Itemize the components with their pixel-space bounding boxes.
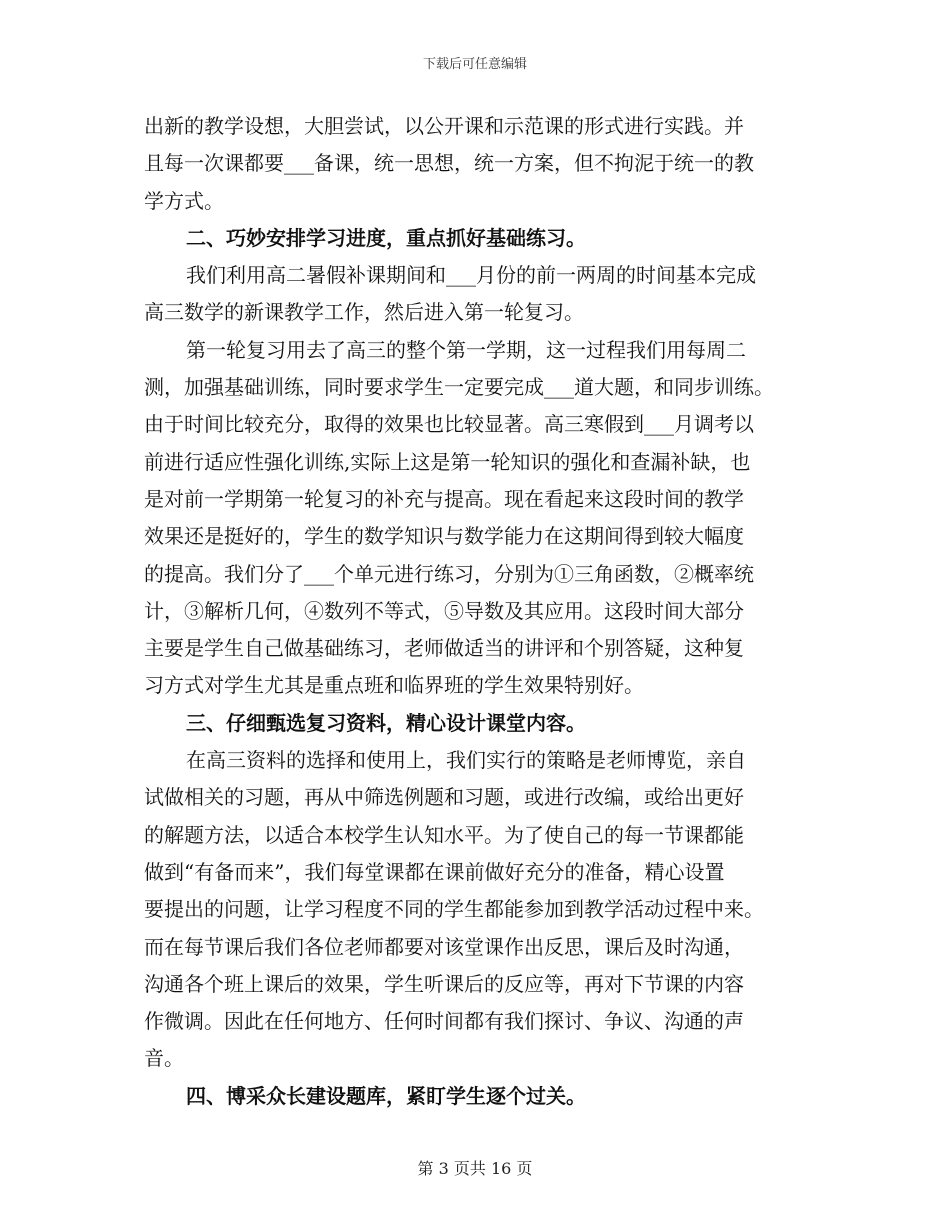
text-line: 作微调。因此在任何地方、任何时间都有我们探讨、争议、沟通的声 (144, 1009, 744, 1034)
text-line: 效果还是挺好的，学生的数学知识与数学能力在这期间得到较大幅度 (144, 524, 744, 549)
text-line: 而在每节课后我们各位老师都要对该堂课作出反思，课后及时沟通， (144, 934, 744, 959)
text-line: 沟通各个班上课后的效果，学生听课后的反应等，再对下节课的内容 (144, 971, 744, 996)
text-line: 测，加强基础训练，同时要求学生一定要完成___道大题，和同步训练。 (144, 375, 774, 400)
text-line: 的解题方法，以适合本校学生认知水平。为了使自己的每一节课都能 (144, 822, 744, 847)
text-line: 学方式。 (144, 188, 224, 213)
text-line: 做到“有备而来”，我们每堂课都在课前做好充分的准备，精心设置 (144, 859, 725, 884)
text-line: 在高三资料的选择和使用上，我们实行的策略是老师博览，亲自 (186, 748, 746, 773)
text-line: 计，③解析几何，④数列不等式，⑤导数及其应用。这段时间大部分 (144, 598, 744, 623)
document-body (144, 108, 804, 1115)
text-line: 我们利用高二暑假补课期间和___月份的前一两周的时间基本完成 (186, 263, 756, 288)
section-heading: 三、仔细甄选复习资料，精心设计课堂内容。 (186, 710, 586, 735)
text-line: 出新的教学设想，大胆尝试，以公开课和示范课的形式进行实践。并 (144, 114, 744, 138)
text-line: 主要是学生自己做基础练习，老师做适当的讲评和个别答疑，这种复 (144, 636, 744, 661)
text-line: 高三数学的新课教学工作，然后进入第一轮复习。 (144, 300, 584, 325)
page-footer: 第 3 页共 16 页 (417, 1159, 533, 1178)
text-line: 试做相关的习题，再从中筛选例题和习题，或进行改编，或给出更好 (144, 785, 744, 810)
text-line: 第一轮复习用去了高三的整个第一学期，这一过程我们用每周二 (186, 337, 746, 362)
section-heading: 四、博采众长建设题库，紧盯学生逐个过关。 (186, 1083, 586, 1108)
text-line: 是对前一学期第一轮复习的补充与提高。现在看起来这段时间的教学 (144, 486, 744, 511)
text-line: 习方式对学生尤其是重点班和临界班的学生效果特别好。 (144, 673, 644, 698)
text-line: 要提出的问题，让学习程度不同的学生都能参加到教学活动过程中来。 (144, 897, 764, 922)
text-line: 音。 (144, 1046, 184, 1071)
section-heading: 二、巧妙安排学习进度，重点抓好基础练习。 (186, 225, 586, 250)
text-line: 前进行适应性强化训练,实际上这是第一轮知识的强化和查漏补缺，也 (144, 449, 751, 474)
page-header: 下载后可任意编辑 (422, 57, 527, 72)
text-line: 的提高。我们分了___个单元进行练习，分别为①三角函数，②概率统 (144, 561, 754, 586)
text-line: 且每一次课都要___备课，统一思想，统一方案，但不拘泥于统一的教 (144, 151, 754, 176)
text-line: 由于时间比较充分，取得的效果也比较显著。高三寒假到___月调考以 (144, 412, 754, 437)
